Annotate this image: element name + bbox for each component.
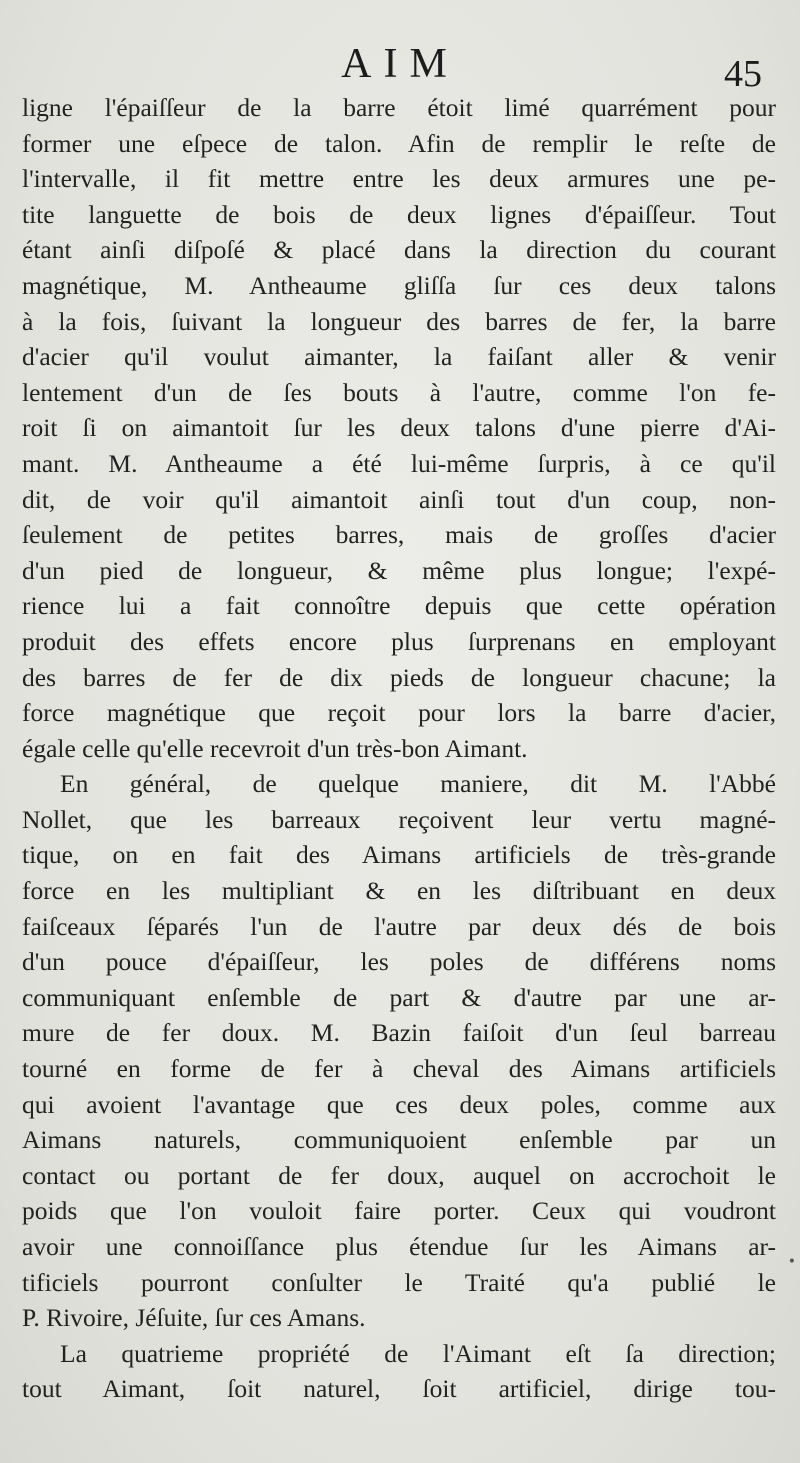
- text-line: lentement d'un de ſes bouts à l'autre, comme l'on fe-: [22, 377, 776, 407]
- running-head-title: AIM: [341, 41, 459, 87]
- text-line: avoir une connoiſſance plus étendue ſur les Aimans ar-: [22, 1232, 776, 1261]
- text-line: étant ainſi diſpoſé & placé dans la direction du courant: [22, 235, 776, 265]
- text-line: ſeulement de petites barres, mais de groſſes d'acier: [22, 520, 776, 550]
- text-line: l'intervalle, il fit mettre entre les deux armures une pe-: [22, 164, 776, 194]
- text-line: tique, on en fait des Aimans artificiels de très-grande: [22, 840, 776, 870]
- text-line: tite languette de bois de deux lignes d'épaiſſeur. Tout: [22, 199, 776, 229]
- text-line: d'acier qu'il voulut aimanter, la faiſant aller & venir: [22, 342, 776, 372]
- text-line: force en les multipliant & en les diſtribuant en deux: [22, 876, 776, 906]
- text-line: ligne l'épaiſſeur de la barre étoit limé quarrément pour: [22, 93, 776, 122]
- paragraph-end-line: égale celle qu'elle recevroit d'un très-bon Aimant.: [22, 733, 528, 763]
- text-line: former une eſpece de talon. Afin de remplir le reſte de: [22, 128, 776, 158]
- margin-dot: •: [787, 1254, 796, 1270]
- text-line: magnétique, M. Antheaume gliſſa ſur ces deux talons: [22, 270, 776, 300]
- text-line: Aimans naturels, communiquoient enſemble par un: [22, 1125, 776, 1155]
- text-line: tificiels pourront conſulter le Traité qu'a publié le: [22, 1267, 776, 1297]
- paragraph-end-line: P. Rivoire, Jéſuite, ſur ces Amans.: [22, 1303, 366, 1333]
- text-line: produit des effets encore plus ſurprenans en employant: [22, 626, 776, 656]
- text-line: communiquant enſemble de part & d'autre par une ar-: [22, 982, 776, 1012]
- text-line: faiſceaux ſéparés l'un de l'autre par deux dés de bois: [22, 911, 776, 941]
- text-line: des barres de fer de dix pieds de longueur chacune; la: [22, 662, 776, 692]
- text-line: Nollet, que les barreaux reçoivent leur vertu magné-: [22, 804, 776, 834]
- text-line: force magnétique que reçoit pour lors la barre d'acier,: [22, 698, 776, 728]
- text-line: roit ſi on aimantoit ſur les deux talons d'une pierre d'Ai-: [22, 413, 776, 443]
- running-head: [0, 40, 800, 95]
- paragraph-start-line: La quatrieme propriété de l'Aimant eſt ſa direction;: [60, 1338, 776, 1368]
- text-line: tourné en forme de fer à cheval des Aimans artificiels: [22, 1054, 776, 1084]
- paragraph-start-line: En général, de quelque maniere, dit M. l'Abbé: [60, 769, 776, 799]
- text-line: qui avoient l'avantage que ces deux poles, comme aux: [22, 1089, 776, 1119]
- text-line: tout Aimant, ſoit naturel, ſoit artificiel, dirige tou-: [22, 1374, 776, 1404]
- text-line: dit, de voir qu'il aimantoit ainſi tout d'un coup, non-: [22, 484, 776, 514]
- text-line: mant. M. Antheaume a été lui-même ſurpris, à ce qu'il: [22, 448, 776, 478]
- page-number: 45: [724, 53, 762, 95]
- text-line: d'un pouce d'épaiſſeur, les poles de différens noms: [22, 947, 776, 977]
- body-text: [22, 90, 776, 1407]
- text-line: rience lui a fait connoître depuis que cette opération: [22, 591, 776, 621]
- text-line: contact ou portant de fer doux, auquel on accrochoit le: [22, 1160, 776, 1190]
- text-line: à la fois, ſuivant la longueur des barres de fer, la barre: [22, 306, 776, 336]
- text-line: d'un pied de longueur, & même plus longue; l'expé-: [22, 555, 776, 585]
- text-line: mure de fer doux. M. Bazin faiſoit d'un ſeul barreau: [22, 1018, 776, 1048]
- text-line: poids que l'on vouloit faire porter. Ceux qui voudront: [22, 1196, 776, 1226]
